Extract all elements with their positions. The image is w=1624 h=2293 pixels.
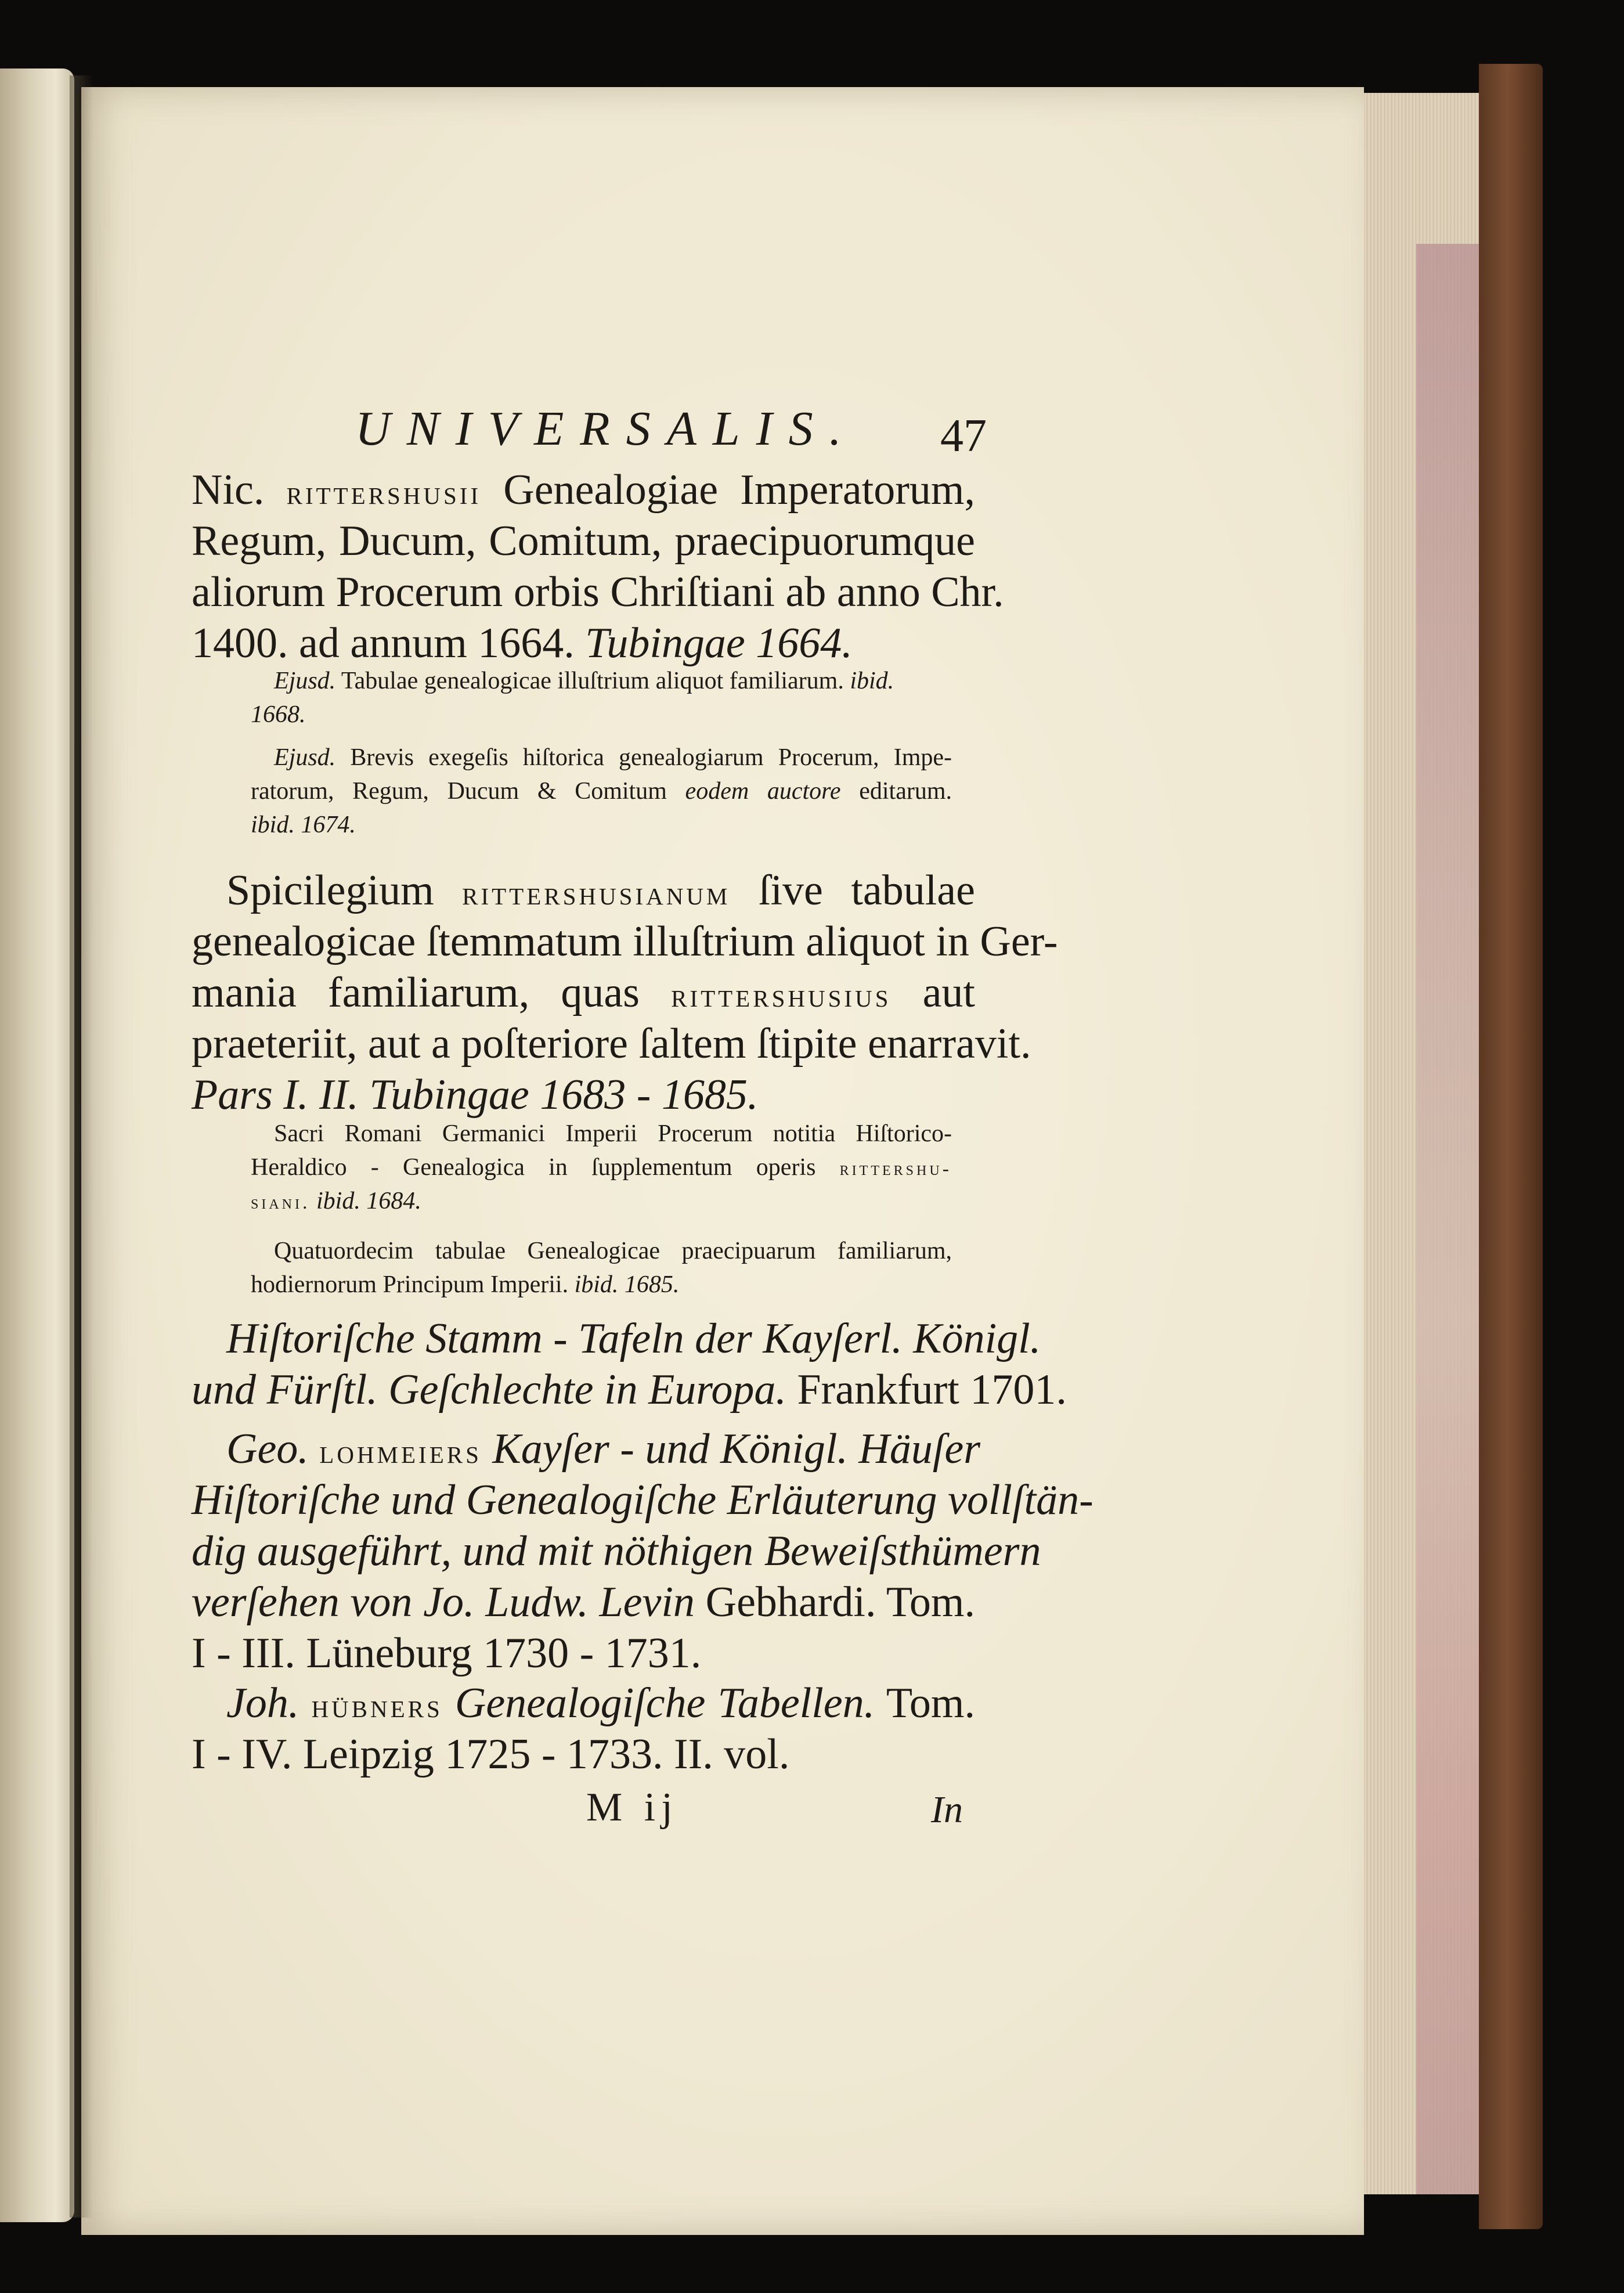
catchword: In xyxy=(931,1789,963,1831)
note1-line1: Ejusd. Tabulae genealogicae illuſtrium aliquot familiarum. ibid. xyxy=(274,668,894,694)
entry4-line2: Hiſtoriſche und Genealogiſche Erläuterung vollſtän- xyxy=(192,1476,1094,1524)
entry3-line1: Hiſtoriſche Stamm - Tafeln der Kayſerl. Königl. xyxy=(226,1315,1041,1362)
note3-line1: Sacri Romani Germanici Imperii Procerum notitia Hiſtorico- xyxy=(274,1120,952,1147)
note4-line2: hodiernorum Principum Imperii. ibid. 1685. xyxy=(251,1271,680,1298)
left-page-edge xyxy=(0,68,74,2222)
entry2-line1: Spicilegium rittershusianum ſive tabulae xyxy=(226,867,975,914)
note3-line3: siani. ibid. 1684. xyxy=(251,1188,421,1214)
marbled-edge xyxy=(1416,244,1480,2194)
note2-line1: Ejusd. Brevis exegeſis hiſtorica genealogiarum Procerum, Impe- xyxy=(274,744,952,771)
entry1-line1: Nic. rittershusii Genealogiae Imperatorum, xyxy=(192,466,975,514)
entry1-line4: 1400. ad annum 1664. Tubingae 1664. xyxy=(192,619,853,667)
entry1-line3: aliorum Procerum orbis Chriſtiani ab anno Chr. xyxy=(192,568,1004,616)
book-cover xyxy=(1479,64,1543,2229)
entry2-line4: praeteriit, aut a poſteriore ſaltem ſtipite enarravit. xyxy=(192,1020,1031,1068)
entry4-line5: I - III. Lüneburg 1730 - 1731. xyxy=(192,1629,702,1677)
entry4-line4: verſehen von Jo. Ludw. Levin Gebhardi. Tom. xyxy=(192,1578,975,1626)
note4-line1: Quatuordecim tabulae Genealogicae praecipuarum familiarum, xyxy=(274,1238,952,1264)
book-gutter xyxy=(70,75,93,2218)
entry2-line5: Pars I. II. Tubingae 1683 - 1685. xyxy=(192,1071,759,1119)
page-number: 47 xyxy=(940,410,987,462)
entry1-line2: Regum, Ducum, Comitum, praecipuorumque xyxy=(192,517,975,565)
entry2-line2: genealogicae ſtemmatum illuſtrium aliquot in Ger- xyxy=(192,918,1058,965)
entry4-line1: Geo. lohmeiers Kayſer - und Königl. Häuſer xyxy=(226,1425,981,1473)
entry4-line3: dig ausgeführt, und mit nöthigen Beweiſsthümern xyxy=(192,1527,1041,1575)
entry5-line2: I - IV. Leipzig 1725 - 1733. II. vol. xyxy=(192,1730,790,1778)
note1-line2: 1668. xyxy=(251,701,306,728)
running-title: UNIVERSALIS. xyxy=(355,402,858,456)
note3-line2: Heraldico - Genealogica in ſupplementum operis rittershu- xyxy=(251,1154,952,1181)
entry2-line3: mania familiarum, quas rittershusius aut xyxy=(192,969,975,1016)
note2-line2: ratorum, Regum, Ducum & Comitum eodem auctore editarum. xyxy=(251,778,952,805)
signature-mark: M ij xyxy=(586,1785,679,1830)
entry3-line2: und Fürſtl. Geſchlechte in Europa. Frankfurt 1701. xyxy=(192,1366,1067,1414)
entry5-line1: Joh. hübners Genealogiſche Tabellen. Tom. xyxy=(226,1679,975,1727)
note2-line3: ibid. 1674. xyxy=(251,812,356,838)
